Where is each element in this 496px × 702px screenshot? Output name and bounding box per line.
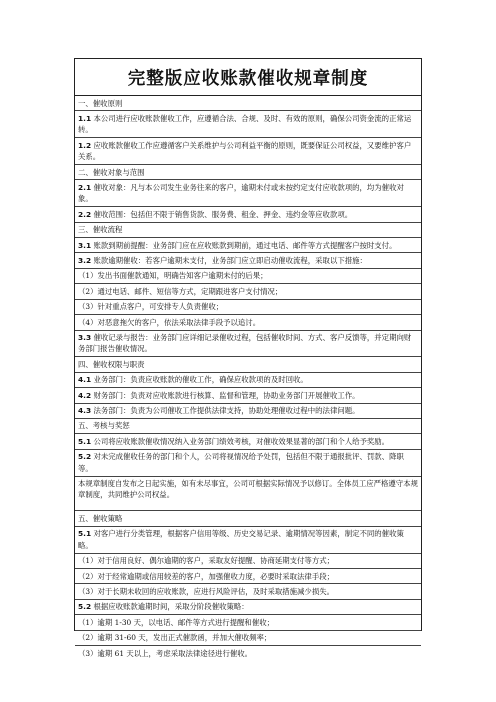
table-row [75,238,421,253]
table-row [75,388,421,403]
clause-text: 公司将应收账款催收情况纳入业务部门绩效考核，对催收效果显著的部门和个人给予奖励。 [91,436,390,446]
clause-number: 4.3 [78,406,92,416]
clause-text: （3）对于长期未收回的应收账款，应进行风险评估，及时采取措施减少损失。 [78,586,334,596]
table-row [75,569,421,584]
table-row [75,600,421,615]
clause-text: （1）发出书面催款通知，明确告知客户逾期未付的后果； [78,271,268,281]
table-row [75,357,421,372]
table-row [75,284,421,299]
clause-text: 对未完成催收任务的部门和个人，公司将视情况给予处罚，包括但不限于通报批评、罚款、降职等。 [78,452,404,473]
table-row [75,165,421,180]
table-row [75,253,421,268]
clause-text: 财务部门：负责对应收账款进行核算、监督和管理，协助业务部门开展催收工作。 [91,390,360,400]
table-row [75,207,421,222]
clause-text: 法务部门：负责为公司催收工作提供法律支持，协助处理催收过程中的法律问题。 [91,406,360,416]
clause-text: 五、考核与奖惩 [78,421,130,431]
clause-text: （2）通过电话、邮件、短信等方式，定期跟进客户支付情况； [78,286,283,296]
table-row [75,631,421,646]
clause-text: 四、催收权限与职责 [78,359,145,369]
table-row [75,300,421,315]
table-row [75,584,421,599]
table-row [75,180,421,207]
regulation-table [74,58,422,658]
clause-number: 3.2 [78,255,92,265]
table-row [75,646,421,660]
table-row [75,315,421,330]
table-row [75,419,421,434]
clause-number: 3.3 [78,333,92,342]
clause-text: （1）对于信用良好、偶尔逾期的客户，采取友好提醒、协商延期支付等方式； [78,556,334,566]
table-row [75,223,421,238]
clause-number: 3.1 [78,240,92,250]
clause-text: 催收记录与报告：业务部门应详细记录催收过程，包括催收时间、方式、客户反馈等，并定期向财务部门报告催收情况。 [78,333,412,354]
clause-text: 账款到期前提醒：业务部门应在应收账款到期前，通过电话、邮件等方式提醒客户按时支付。 [91,240,397,250]
table-row [75,331,421,358]
table-row [75,373,421,388]
page-title: 完整版应收账款催收规章制度 [75,59,421,96]
table-row [75,434,421,449]
clause-text: （1）逾期 1-30 天，以电话、邮件等方式进行提醒和催收； [78,617,274,627]
clause-number: 1.1 [78,113,92,123]
table-row [75,615,421,630]
clause-text: （4）对恶意拖欠的客户，依法采取法律手段予以追讨。 [78,317,261,327]
clause-text: 本公司进行应收账款催收工作，应遵循合法、合规、及时、有效的原则，确保公司资金流的正常运转。 [78,113,412,135]
table-row [75,111,421,138]
table-row [75,138,421,165]
clause-number: 2.1 [78,182,92,192]
clause-number: 5.2 [78,602,92,612]
clause-number: 4.2 [78,390,92,400]
clause-text: （3）针对重点客户，可安排专人负责催收； [78,302,224,312]
table-row [75,477,421,512]
clause-number: 5.2 [78,452,92,462]
clause-text: 催收范围：包括但不限于销售货款、服务费、租金、押金、违约金等应收款项。 [91,209,353,219]
clause-text: 应收账款催收工作应遵循客户关系维护与公司利益平衡的原则，既要保证公司权益，又要维护客户关系。 [78,140,412,162]
clause-text: 五、催收策略 [78,513,123,523]
table-row [75,511,421,526]
clause-text: 业务部门：负责应收账款的催收工作，确保应收款项的及时回收。 [91,375,308,385]
clause-number: 4.1 [78,375,92,385]
table-row [75,527,421,554]
table-row [75,269,421,284]
clause-text: 催收对象：凡与本公司发生业务往来的客户，逾期未付或未按约定支付应收款项的，均为催收对象。 [78,182,404,204]
clause-text: 一、催收原则 [78,98,123,108]
table-row [75,404,421,419]
table-row [75,96,421,111]
clause-number: 5.1 [78,436,92,446]
clause-number: 5.1 [78,529,92,539]
clause-number: 1.2 [78,140,92,150]
clause-text: 根据应收账款逾期时间，采取分阶段催收策略： [91,602,249,612]
spacer [78,501,418,509]
clause-text: （3）逾期 61 天以上，考虑采取法律途径进行催收。 [78,648,253,658]
clause-number: 2.2 [78,209,92,219]
clause-text: 账款逾期催收：若客户逾期未支付，业务部门应立即启动催收流程，采取以下措施： [91,255,367,265]
table-body [75,96,421,660]
clause-text: 对客户进行分类管理，根据客户信用等级、历史交易记录、逾期情况等因素，制定不同的催收策略。 [78,529,404,550]
clause-text: （2）对于经常逾期或信用较差的客户，加强催收力度，必要时采取法律手段； [78,571,334,581]
clause-text: （2）逾期 31-60 天，发出正式催款函，并加大催收频率； [78,633,272,643]
table-row [75,554,421,569]
clause-text: 本规章制度自发布之日起实施，如有未尽事宜，公司可根据实际情况予以修订。全体员工应严格遵守本规章制度，共同维护公司权益。 [78,479,418,500]
clause-text: 二、催收对象与范围 [78,167,145,177]
table-row [75,450,421,477]
clause-text: 三、催收流程 [78,225,123,235]
